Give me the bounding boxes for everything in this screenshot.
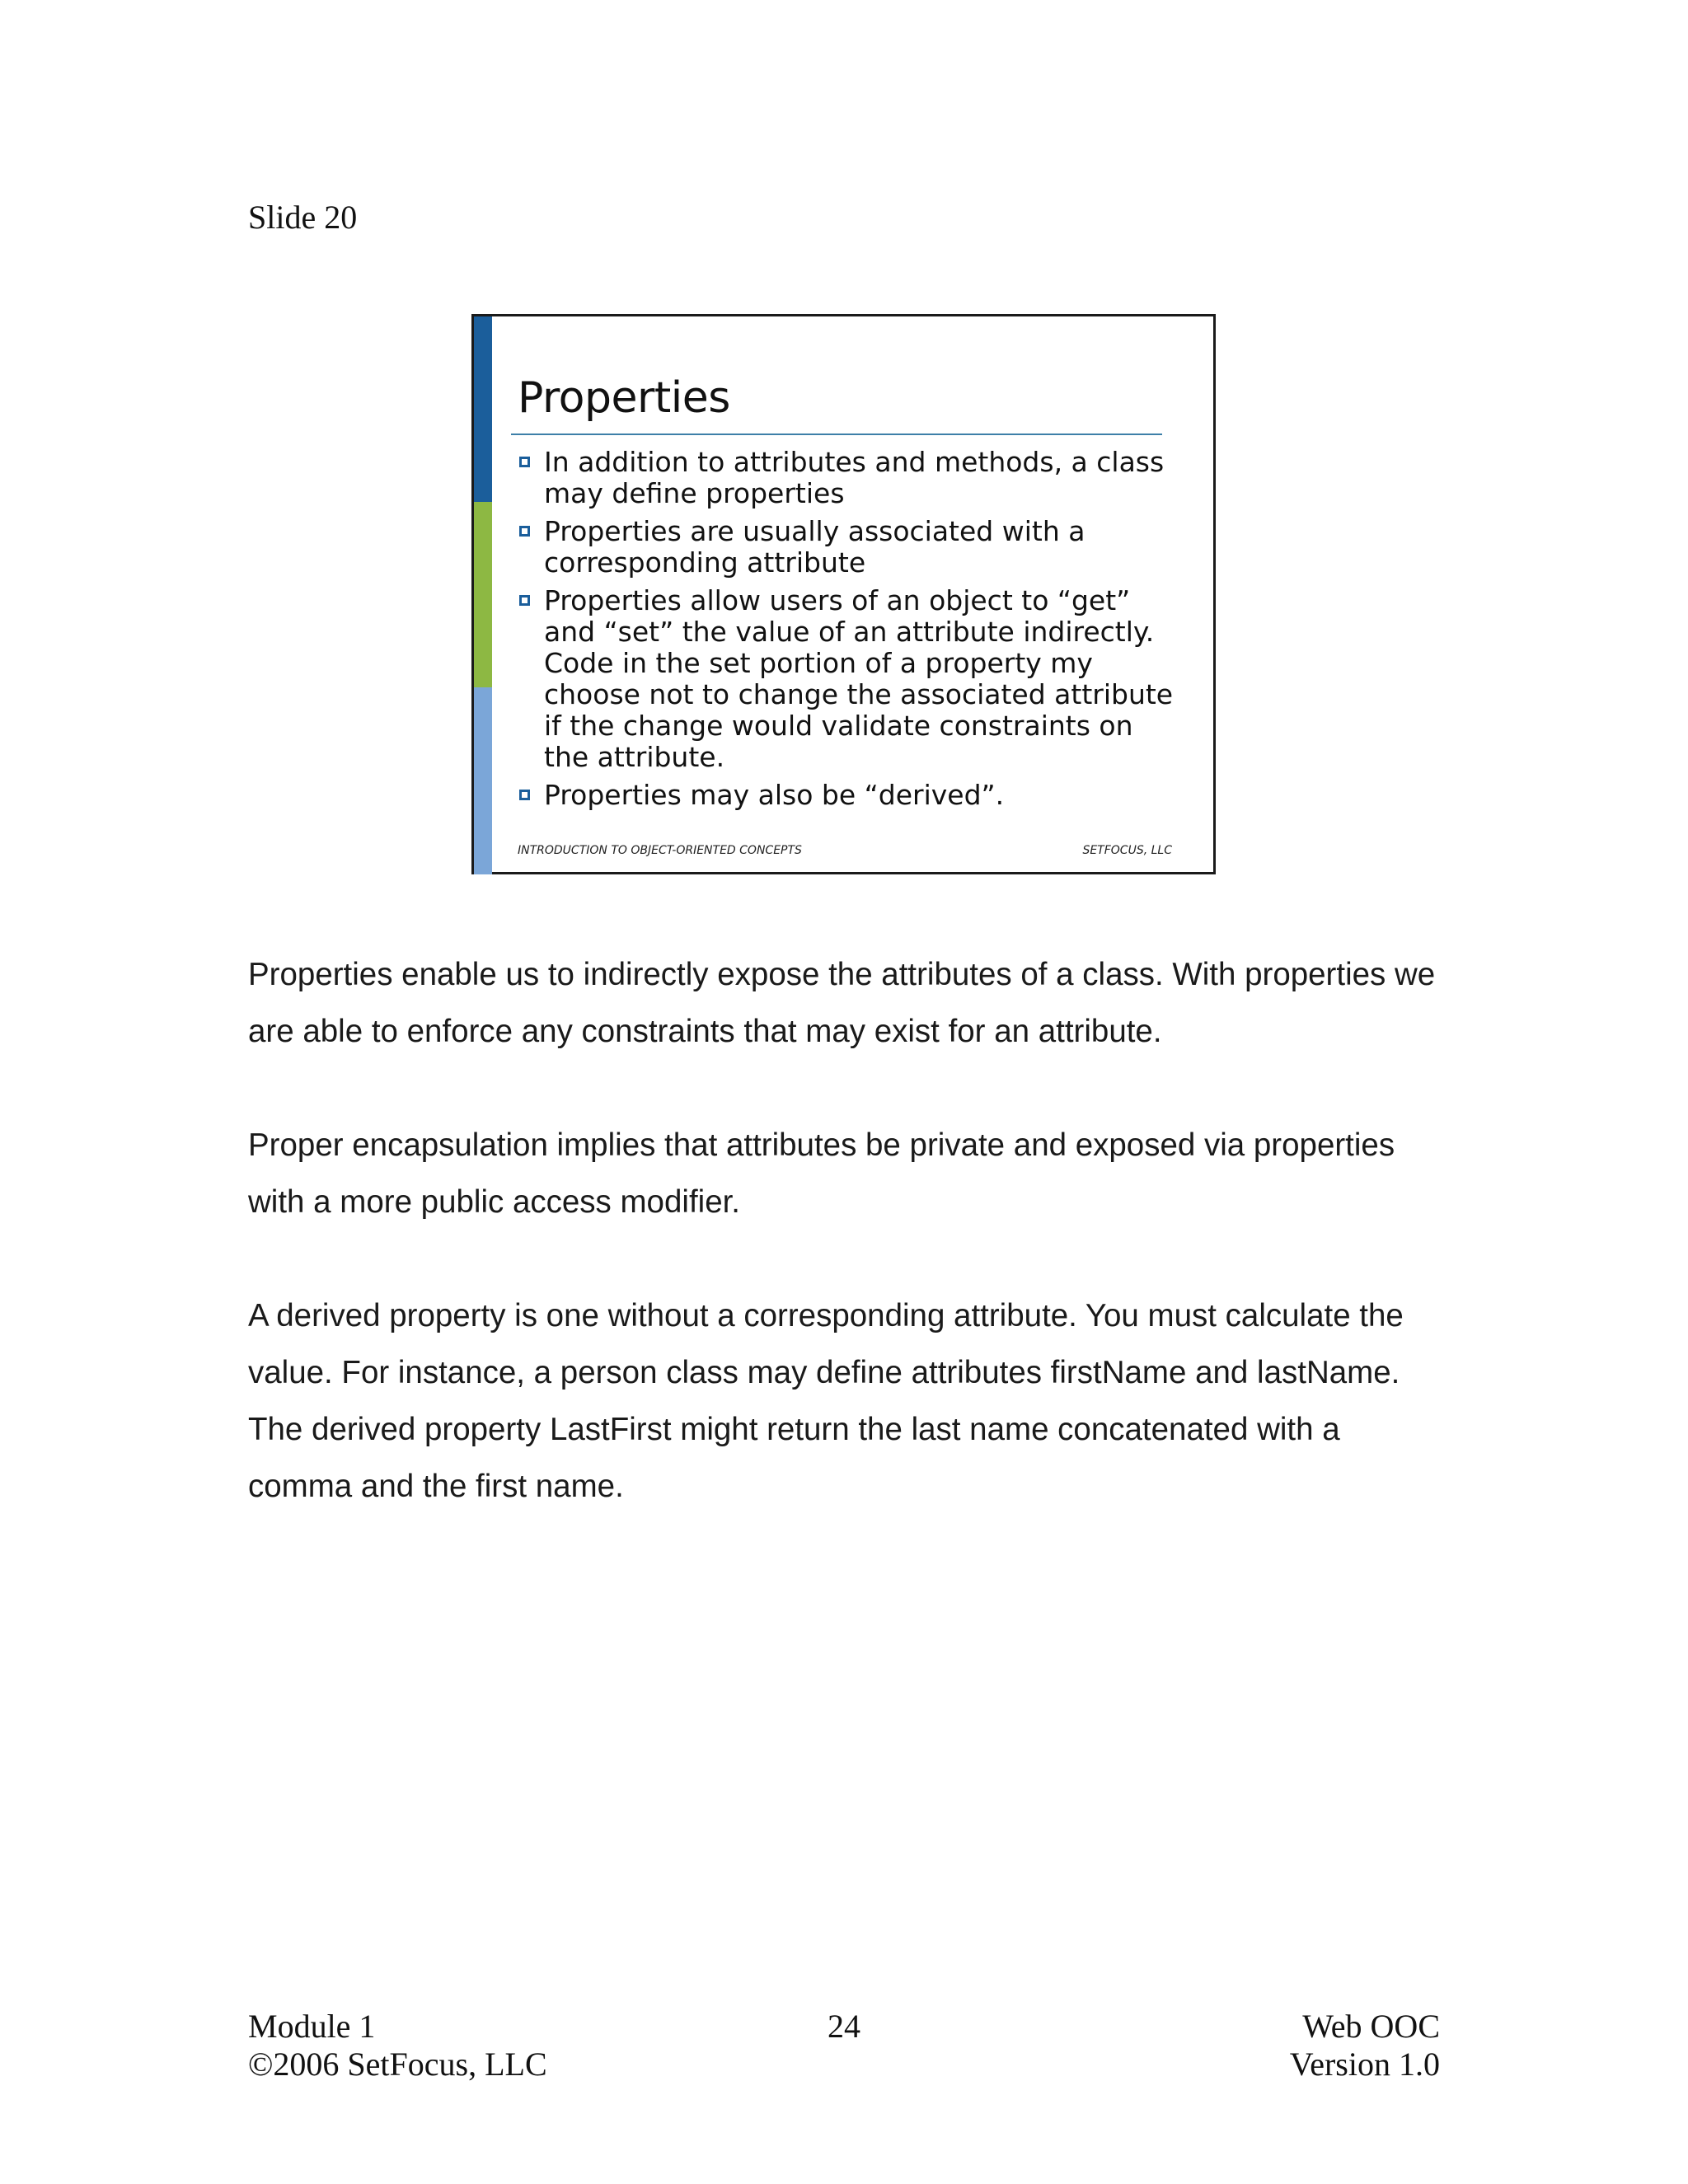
footer-course: Web OOC <box>1302 2008 1440 2045</box>
slide-footer-company: SETFOCUS, LLC <box>1082 844 1172 857</box>
slide-accent-bar-blue <box>474 316 492 502</box>
footer-copyright: ©2006 SetFocus, LLC <box>248 2046 547 2083</box>
hollow-square-bullet-icon <box>519 790 530 800</box>
slide-thumbnail <box>471 314 1216 874</box>
hollow-square-bullet-icon <box>519 595 530 606</box>
slide-footer-course: INTRODUCTION TO OBJECT-ORIENTED CONCEPTS <box>518 844 802 857</box>
slide-bullet-text: Properties may also be “derived”. <box>544 779 1005 811</box>
slide-accent-bar-green <box>474 502 492 687</box>
slide-bullet-text: In addition to attributes and methods, a class may define properties <box>544 446 1165 509</box>
notes-paragraph: Proper encapsulation implies that attributes be private and exposed via properties with a more public access modifier. <box>248 1127 1395 1220</box>
hollow-square-bullet-icon <box>519 457 530 467</box>
slide-bullet-text: Properties allow users of an object to “get” and “set” the value of an attribute indirectly. Code in the set portion of a property my choose not to change the associated attribute if the change would validate constraints on the attribute. <box>544 584 1174 773</box>
slide-title: Properties <box>518 373 730 423</box>
speaker-notes <box>248 946 1451 1572</box>
slide-title-divider <box>511 434 1162 435</box>
footer-module: Module 1 <box>248 2008 376 2045</box>
footer-version: Version 1.0 <box>1289 2046 1440 2083</box>
hollow-square-bullet-icon <box>519 526 530 537</box>
slide-bullet-item <box>518 780 1177 811</box>
slide-bullet-text: Properties are usually associated with a corresponding attribute <box>544 515 1085 579</box>
slide-bullet-item <box>518 447 1177 509</box>
notes-paragraph: A derived property is one without a corresponding attribute. You must calculate the value. For instance, a person class may define attributes firstName and lastName. The derived property LastFirst might return the last name concatenated with a comma and the first name. <box>248 1298 1404 1504</box>
footer-right-block <box>1290 2008 1440 2083</box>
page-footer <box>248 2008 1440 2090</box>
slide-bullet-item <box>518 516 1177 579</box>
slide-bullet-item <box>518 585 1177 773</box>
notes-paragraph: Properties enable us to indirectly expose the attributes of a class. With properties we are able to enforce any constraints that may exist for an attribute. <box>248 957 1436 1049</box>
slide-bullet-list <box>518 447 1177 818</box>
slide-number-label: Slide 20 <box>248 199 358 236</box>
slide-accent-bar-lightblue <box>474 687 492 874</box>
footer-page-number: 24 <box>828 2008 860 2045</box>
